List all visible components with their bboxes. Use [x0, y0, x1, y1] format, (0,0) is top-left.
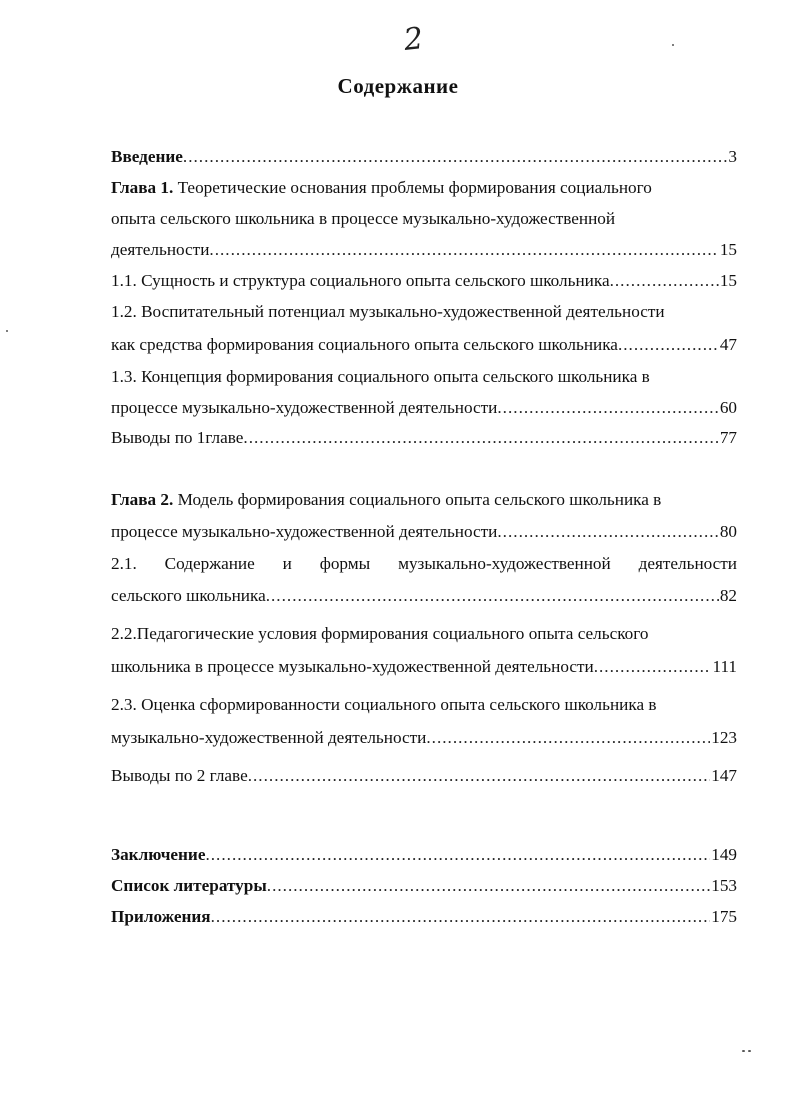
dot-leader: [594, 653, 712, 681]
dot-leader: [266, 582, 719, 610]
toc-label: сельского школьника: [111, 586, 266, 605]
toc-entry-2-2-line1: 2.2.Педагогические условия формирования социального опыта сельского: [111, 624, 649, 643]
dot-leader: [205, 841, 710, 869]
chapter-label: Глава 2.: [111, 490, 174, 509]
toc-label: Список литературы: [111, 876, 267, 895]
toc-page: 15: [719, 240, 737, 259]
toc-label: Выводы по 2 главе: [111, 766, 248, 785]
dot-leader: [426, 724, 710, 752]
dot-leader: [610, 267, 719, 295]
toc-page: 80: [719, 522, 737, 541]
toc-entry-2-3-line1: 2.3. Оценка сформированности социального опыта сельского школьника в: [111, 695, 657, 714]
toc-page: 82: [719, 586, 737, 605]
toc-label: Введение: [111, 147, 183, 166]
toc-entry-conclusions-2: [111, 762, 737, 790]
scan-speck: [742, 1050, 745, 1052]
chapter-title-text: Модель формирования социального опыта сельского школьника в: [177, 490, 662, 509]
toc-page: 3: [728, 147, 737, 166]
dot-leader: [248, 762, 711, 790]
toc-entry-1-2-line2: [111, 331, 737, 359]
toc-page: 175: [711, 907, 737, 926]
toc-entry-1-3-line2: [111, 394, 737, 422]
chapter-title-text: Теоретические основания проблемы формирования социального: [177, 178, 652, 197]
toc-entry-1-1: [111, 267, 737, 295]
dot-leader: [209, 236, 718, 264]
toc-page: 153: [711, 876, 737, 895]
toc-entry-2-1-line1: 2.1. Содержание и формы музыкально-художественной деятельности: [111, 554, 737, 573]
dot-leader: [618, 331, 719, 359]
dot-leader: [267, 872, 710, 900]
toc-entry-conclusion: [111, 841, 737, 869]
toc-entry-conclusions-1: [111, 424, 737, 452]
chapter-label: Глава 1.: [111, 178, 174, 197]
scan-speck: [6, 330, 8, 332]
toc-page: 123: [711, 728, 737, 747]
toc-label: Приложения: [111, 907, 211, 926]
page-number: 2: [402, 21, 425, 58]
toc-label: процессе музыкально-художественной деятельности: [111, 398, 498, 417]
toc-entry-chapter1-line2: опыта сельского школьника в процессе музыкально-художественной: [111, 209, 616, 228]
toc-entry-intro: [111, 143, 737, 171]
toc-entry-2-1-line2: [111, 582, 737, 610]
toc-entry-appendices: [111, 903, 737, 931]
toc-label: Выводы по 1главе: [111, 428, 244, 447]
toc-entry-chapter2-line2: [111, 518, 737, 546]
page-title: Содержание: [337, 74, 459, 98]
toc-entry-1-2-line1: 1.2. Воспитательный потенциал музыкально-художественной деятельности: [111, 302, 665, 321]
dot-leader: [183, 143, 728, 171]
dot-leader: [243, 424, 718, 452]
toc-label: школьника в процессе музыкально-художественной деятельности: [111, 657, 594, 676]
scan-speck: [748, 1050, 751, 1052]
toc-label: 1.1. Сущность и структура социального опыта сельского школьника: [111, 271, 610, 290]
toc-entry-chapter1-line3: [111, 236, 737, 264]
toc-page: 15: [719, 271, 737, 290]
toc-entry-references: [111, 872, 737, 900]
toc-label: Заключение: [111, 845, 206, 864]
toc-page: 111: [712, 657, 737, 676]
toc-page: 149: [711, 845, 737, 864]
toc-label: процессе музыкально-художественной деятельности: [111, 522, 498, 541]
toc-entry-2-3-line2: [111, 724, 737, 752]
dot-leader: [211, 903, 711, 931]
dot-leader: [497, 518, 718, 546]
toc-entry-chapter1-line1: [111, 174, 737, 202]
toc-label: деятельности: [111, 240, 210, 259]
toc-page: 147: [711, 766, 737, 785]
toc-page: 60: [719, 398, 737, 417]
toc-entry-chapter2-line1: [111, 486, 737, 514]
scan-speck: [672, 44, 674, 46]
dot-leader: [497, 394, 718, 422]
toc-entry-2-2-line2: [111, 653, 737, 681]
toc-page: 47: [719, 335, 737, 354]
toc-entry-1-3-line1: 1.3. Концепция формирования социального опыта сельского школьника в: [111, 367, 650, 386]
toc-label: как средства формирования социального опыта сельского школьника: [111, 335, 618, 354]
toc-label: музыкально-художественной деятельности: [111, 728, 427, 747]
toc-page: 77: [719, 428, 737, 447]
